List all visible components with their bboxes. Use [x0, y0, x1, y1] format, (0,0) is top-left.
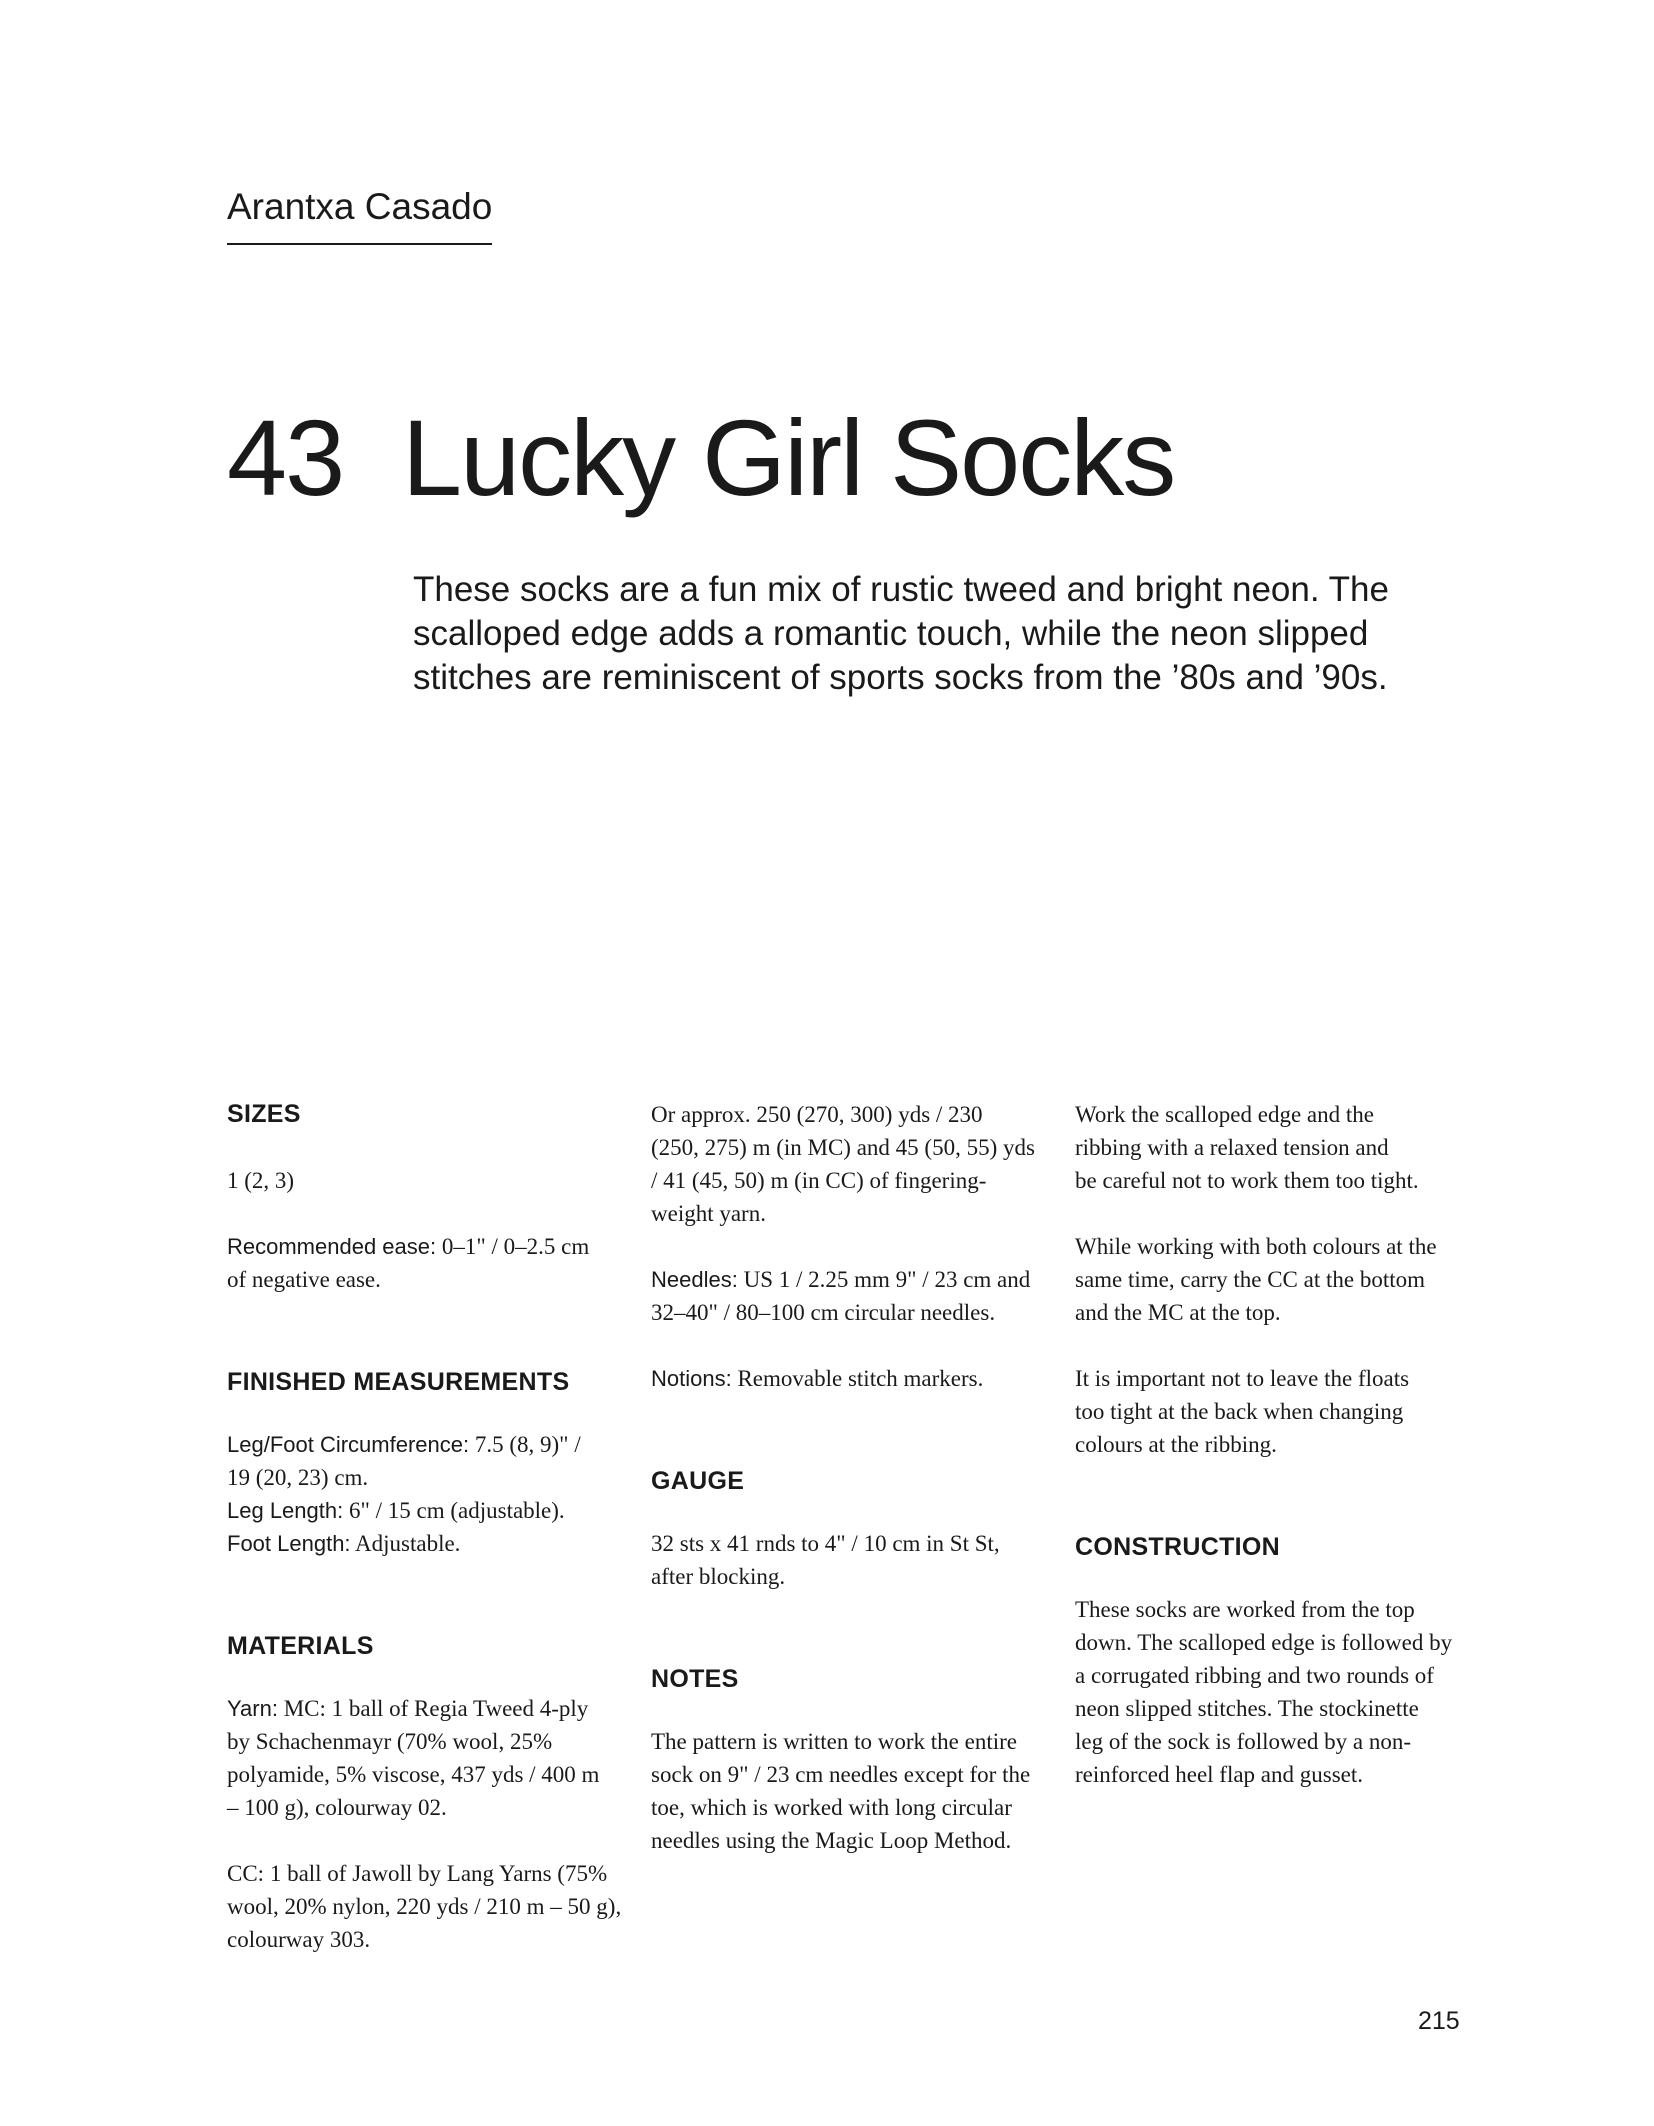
floats-paragraph — [1075, 1362, 1467, 1461]
pattern-title: Lucky Girl Socks — [402, 397, 1175, 518]
foot-length-value: Adjustable. — [355, 1531, 461, 1556]
yarn-value-line: – 100 g), colourway 02. — [227, 1795, 447, 1820]
notions-value: Removable stitch markers. — [737, 1366, 984, 1391]
page-number: 215 — [1418, 2007, 1460, 2035]
colours-line: and the MC at the top. — [1075, 1300, 1281, 1325]
sizes-text: 1 (2, 3) — [227, 1168, 295, 1193]
floats-line: too tight at the back when changing — [1075, 1399, 1404, 1424]
yarn-paragraph — [227, 1692, 619, 1824]
materials-heading: MATERIALS — [227, 1632, 374, 1660]
approx-line: Or approx. 250 (270, 300) yds / 230 — [651, 1102, 983, 1127]
finished-heading: FINISHED MEASUREMENTS — [227, 1368, 570, 1396]
tension-line: be careful not to work them too tight. — [1075, 1168, 1419, 1193]
approx-line: / 41 (45, 50) m (in CC) of fingering- — [651, 1168, 987, 1193]
cc-line: colourway 303. — [227, 1927, 371, 1952]
construction-line: These socks are worked from the top — [1075, 1597, 1415, 1622]
column-right — [1075, 1098, 1467, 1791]
floats-line: It is important not to leave the floats — [1075, 1366, 1410, 1391]
ease-label: Recommended ease: — [227, 1234, 437, 1259]
sizes-heading: SIZES — [227, 1100, 301, 1128]
needles-paragraph — [651, 1263, 1043, 1329]
circumference-value: 7.5 (8, 9)" / — [474, 1432, 581, 1457]
construction-line: leg of the sock is followed by a non- — [1075, 1729, 1411, 1754]
yarn-value-line: by Schachenmayr (70% wool, 25% — [227, 1729, 553, 1754]
intro-line: stitches are reminiscent of sports socks from the ’80s and ’90s. — [413, 658, 1388, 697]
needles-value-cont: 32–40" / 80–100 cm circular needles. — [651, 1300, 996, 1325]
gauge-line: after blocking. — [651, 1564, 786, 1589]
yarn-value-line: polyamide, 5% viscose, 437 yds / 400 m — [227, 1762, 600, 1787]
pattern-number: 43 — [227, 397, 344, 518]
circumference-value-cont: 19 (20, 23) cm. — [227, 1465, 369, 1490]
column-middle — [651, 1098, 1043, 1857]
cc-line: CC: 1 ball of Jawoll by Lang Yarns (75% — [227, 1861, 608, 1886]
intro-line: These socks are a fun mix of rustic tweed and bright neon. The — [413, 570, 1389, 609]
cc-paragraph — [227, 1857, 622, 1956]
leg-length-label: Leg Length: — [227, 1498, 344, 1523]
ease-value: 0–1" / 0–2.5 cm — [441, 1234, 590, 1259]
colours-line: While working with both colours at the — [1075, 1234, 1437, 1259]
tension-line: Work the scalloped edge and the — [1075, 1102, 1374, 1127]
tension-paragraph — [1075, 1098, 1467, 1197]
measurements-paragraph — [227, 1428, 619, 1560]
yarn-label: Yarn: — [227, 1696, 278, 1721]
notions-paragraph — [651, 1362, 1043, 1395]
column-left — [227, 1098, 622, 1956]
foot-length-label: Foot Length: — [227, 1531, 351, 1556]
needles-label: Needles: — [651, 1267, 738, 1292]
construction-line: a corrugated ribbing and two rounds of — [1075, 1663, 1434, 1688]
gauge-paragraph — [651, 1527, 1043, 1593]
yarn-approx-paragraph — [651, 1098, 1043, 1230]
leg-length-value: 6" / 15 cm (adjustable). — [348, 1498, 565, 1523]
notes-line: The pattern is written to work the entire — [651, 1729, 1017, 1754]
notions-label: Notions: — [651, 1366, 732, 1391]
floats-line: colours at the ribbing. — [1075, 1432, 1277, 1457]
colours-line: same time, carry the CC at the bottom — [1075, 1267, 1426, 1292]
intro-paragraph — [413, 568, 1493, 700]
construction-paragraph — [1075, 1593, 1467, 1791]
approx-line: weight yarn. — [651, 1201, 766, 1226]
ease-value-cont: of negative ease. — [227, 1267, 381, 1292]
notes-heading: NOTES — [651, 1665, 739, 1693]
notes-line: toe, which is worked with long circular — [651, 1795, 1012, 1820]
author-name: Arantxa Casado — [227, 183, 492, 245]
construction-line: reinforced heel flap and gusset. — [1075, 1762, 1364, 1787]
gauge-line: 32 sts x 41 rnds to 4" / 10 cm in St St, — [651, 1531, 1000, 1556]
construction-line: neon slipped stitches. The stockinette — [1075, 1696, 1419, 1721]
cc-line: wool, 20% nylon, 220 yds / 210 m – 50 g), — [227, 1894, 622, 1919]
notes-paragraph — [651, 1725, 1043, 1857]
ease-paragraph — [227, 1230, 619, 1296]
construction-heading: CONSTRUCTION — [1075, 1533, 1280, 1561]
needles-value: US 1 / 2.25 mm 9" / 23 cm and — [743, 1267, 1031, 1292]
tension-line: ribbing with a relaxed tension and — [1075, 1135, 1389, 1160]
notes-line: sock on 9" / 23 cm needles except for the — [651, 1762, 1031, 1787]
approx-line: (250, 275) m (in MC) and 45 (50, 55) yds — [651, 1135, 1035, 1160]
gauge-heading: GAUGE — [651, 1467, 745, 1495]
circumference-label: Leg/Foot Circumference: — [227, 1432, 470, 1457]
yarn-value: MC: 1 ball of Regia Tweed 4-ply — [283, 1696, 589, 1721]
colours-paragraph — [1075, 1230, 1467, 1329]
intro-line: scalloped edge adds a romantic touch, while the neon slipped — [413, 614, 1369, 653]
notes-line: needles using the Magic Loop Method. — [651, 1828, 1012, 1853]
construction-line: down. The scalloped edge is followed by — [1075, 1630, 1453, 1655]
